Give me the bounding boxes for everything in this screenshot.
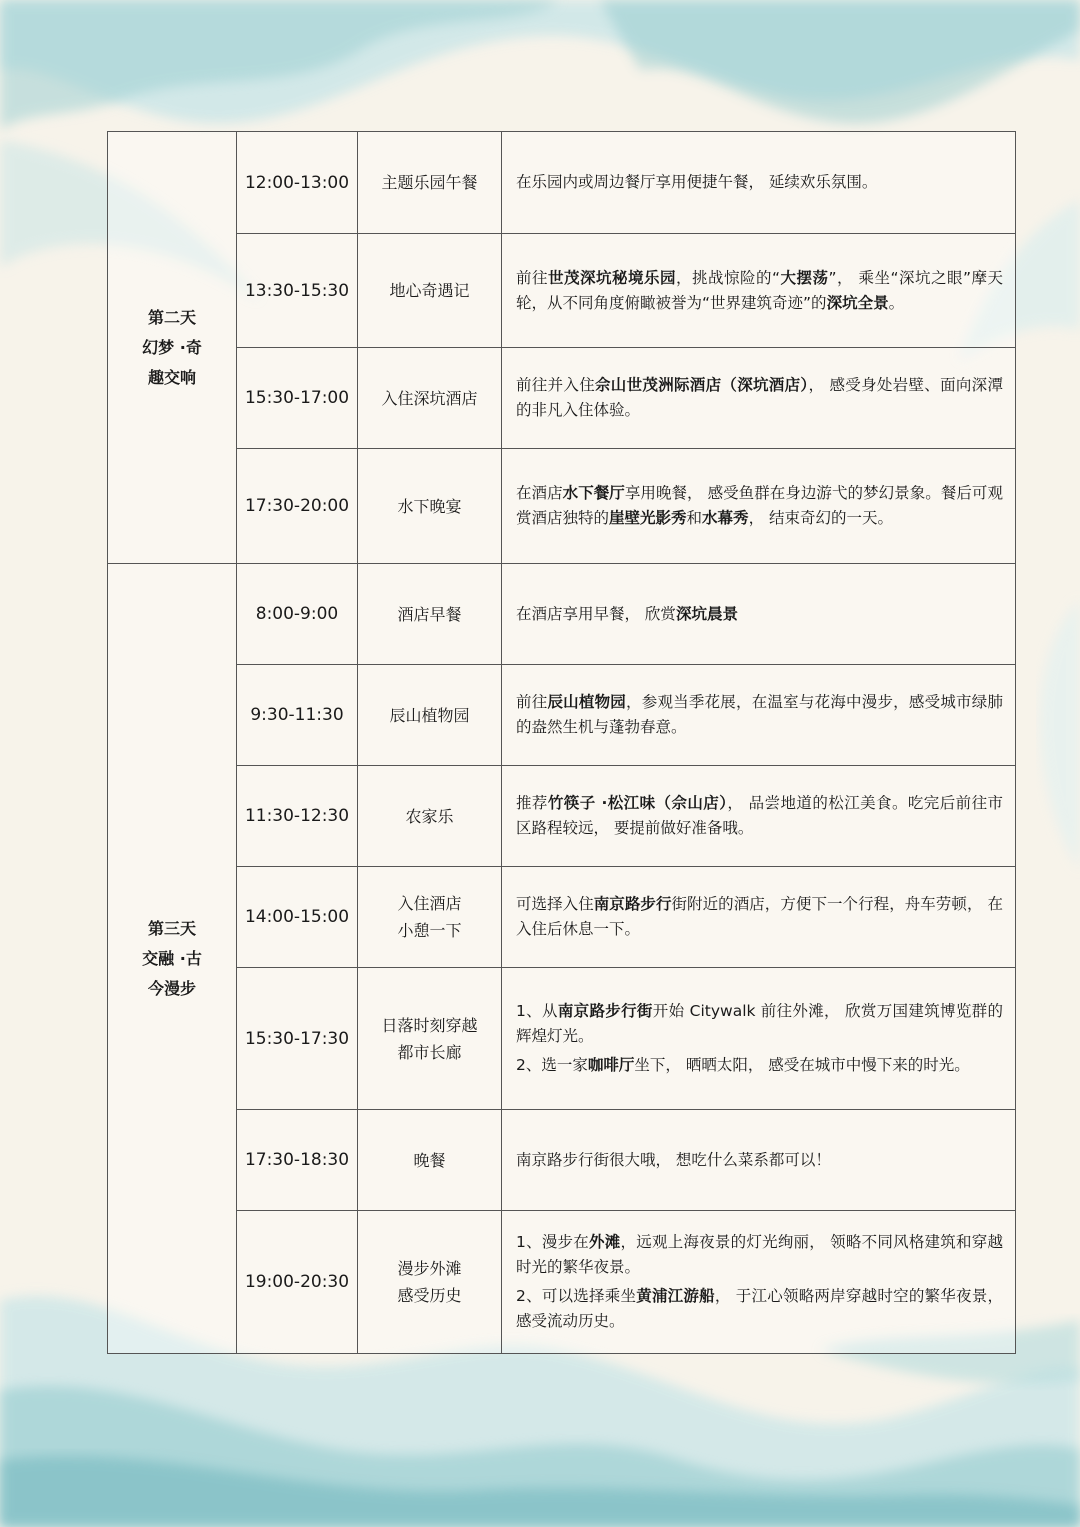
day-theme: 趣交响 [147,367,196,387]
description-text: 前往 [516,268,548,287]
itinerary-row [108,867,1016,968]
description-text: 开始 Citywalk 前往外滩， 欣赏万国建筑博览群的辉煌灯光。 [516,1002,1003,1045]
activity-title: 入住深坑酒店 [381,388,478,408]
description-text: 前往并入住 [516,376,595,394]
activity-cell [358,968,502,1110]
itinerary-table [107,131,1016,1354]
highlight-text: 水下餐厅 [562,484,625,502]
description-text: 推荐 [516,794,548,812]
activity-description [502,665,1016,766]
description-text: 在乐园内或周边餐厅享用便捷午餐， 延续欢乐氛围。 [516,173,878,191]
activity-title: 辰山植物园 [389,705,470,725]
description-text: 1、从 [516,1002,558,1020]
day-theme: 今漫步 [147,978,196,998]
highlight-text: 辰山植物园 [547,693,627,711]
activity-cell [358,766,502,867]
description-text: 2、可以选择乘坐 [516,1287,637,1305]
activity-title: 日落时刻穿越 [381,1015,478,1035]
highlight-text: 深坑晨景 [675,604,738,623]
itinerary-row [108,449,1016,564]
description-paragraph [516,999,1003,1049]
itinerary-row [108,968,1016,1110]
activity-title: 地心奇遇记 [389,281,470,300]
description-text: 在酒店 [516,484,563,502]
highlight-text: 黄浦江游船 [636,1287,715,1305]
day-number: 第三天 [147,918,196,938]
itinerary-row [108,1110,1016,1211]
highlight-text: 南京路步行街 [557,1002,653,1020]
description-text: ， 品尝地道的松江美食。吃完后前往市区路程较远， 要提前做好准备哦。 [516,794,1003,837]
time-slot: 19:00-20:30 [237,1211,358,1354]
description-paragraph [516,170,1003,195]
activity-title: 小憩一下 [397,921,462,940]
description-text: 。 [888,293,905,312]
activity-cell [358,665,502,766]
activity-title: 感受历史 [397,1286,462,1305]
description-paragraph [516,892,1003,942]
description-text: ， 于江心领略两岸穿越时空的繁华夜景， 感受流动历史。 [516,1287,1003,1330]
activity-description [502,1110,1016,1211]
activity-title: 漫步外滩 [397,1259,462,1278]
highlight-text: 水幕秀 [702,509,749,527]
itinerary-row [108,564,1016,665]
highlight-text: 崖壁光影秀 [609,509,687,527]
time-slot: 15:30-17:30 [237,968,358,1110]
highlight-text: 竹筷子 ·松江味（佘山店） [547,794,728,812]
time-slot: 17:30-20:00 [237,449,358,564]
activity-cell [358,1110,502,1211]
description-paragraph [516,373,1003,423]
activity-cell [358,867,502,968]
description-paragraph [516,1148,1003,1173]
description-paragraph [516,1053,1003,1078]
description-text: 享用晚餐， 感受鱼群在身边游弋的梦幻景象。餐后可观赏酒店独特的 [516,484,1003,527]
activity-cell [358,1211,502,1354]
description-paragraph [516,266,1003,316]
description-text: 和 [686,509,703,527]
description-paragraph [516,690,1003,740]
activity-description [502,348,1016,449]
activity-description [502,867,1016,968]
highlight-text: 世茂深坑秘境乐园 [548,268,676,287]
activity-description [502,968,1016,1110]
itinerary-row [108,766,1016,867]
description-text: ，远观上海夜景的灯光绚丽， 领略不同风格建筑和穿越时光的繁华夜景。 [516,1233,1003,1276]
activity-title: 入住酒店 [397,894,462,913]
description-text: 街附近的酒店，方便下一个行程，舟车劳顿， 在入住后休息一下。 [516,895,1003,938]
day-number: 第二天 [147,307,196,327]
activity-title: 晚餐 [413,1150,446,1170]
activity-description [502,1211,1016,1354]
activity-cell [358,348,502,449]
description-paragraph [516,1230,1003,1280]
highlight-text: 外滩 [589,1233,621,1251]
time-slot: 11:30-12:30 [237,766,358,867]
description-text: 坐下， 晒晒太阳， 感受在城市中慢下来的时光。 [634,1056,970,1074]
activity-description [502,449,1016,564]
activity-cell [358,132,502,234]
time-slot: 15:30-17:00 [237,348,358,449]
description-text: ”， 乘坐“深坑之眼”摩天轮，从不同角度俯瞰被誉为“世界建筑奇迹”的 [516,268,1003,312]
activity-description [502,234,1016,348]
time-slot: 12:00-13:00 [237,132,358,234]
highlight-text: 深坑全景 [826,293,889,312]
day-theme: 交融 ·古 [142,948,202,968]
description-text: 南京路步行街很大哦， 想吃什么菜系都可以！ [516,1150,831,1169]
highlight-text: 南京路步行 [593,895,672,913]
activity-title: 农家乐 [405,806,454,826]
time-slot: 14:00-15:00 [237,867,358,968]
description-paragraph [516,791,1003,841]
description-paragraph [516,1284,1003,1334]
day-label-cell [108,132,237,564]
description-text: 1、漫步在 [516,1233,590,1251]
activity-title: 主题乐园午餐 [381,173,478,192]
description-paragraph [516,602,1003,627]
activity-cell [358,234,502,348]
time-slot: 8:00-9:00 [237,564,358,665]
activity-title: 水下晚宴 [397,496,462,516]
itinerary-row [108,348,1016,449]
time-slot: 13:30-15:30 [237,234,358,348]
description-text: ， 感受身处岩壁、面向深潭的非凡入住体验。 [516,376,1003,419]
time-slot: 17:30-18:30 [237,1110,358,1211]
itinerary-row [108,1211,1016,1354]
description-text: 前往 [516,693,548,711]
itinerary-row [108,234,1016,348]
highlight-text: 佘山世茂洲际酒店（深坑酒店） [595,376,809,394]
description-text: 2、选一家 [516,1056,588,1074]
day-label-cell [108,564,237,1354]
day-theme: 幻梦 ·奇 [142,337,202,357]
description-text: ，参观当季花展，在温室与花海中漫步，感受城市绿肺的盎然生机与蓬勃春意。 [516,693,1003,736]
activity-cell [358,449,502,564]
highlight-text: 大摆荡 [780,268,829,287]
itinerary-row [108,132,1016,234]
time-slot: 9:30-11:30 [237,665,358,766]
description-paragraph [516,481,1003,531]
description-text: 在酒店享用早餐， 欣赏 [516,604,676,623]
activity-cell [358,564,502,665]
activity-description [502,564,1016,665]
description-text: ， 结束奇幻的一天。 [748,509,893,527]
activity-title: 都市长廊 [397,1042,462,1062]
activity-description [502,766,1016,867]
activity-title: 酒店早餐 [397,604,462,624]
activity-description [502,132,1016,234]
itinerary-row [108,665,1016,766]
highlight-text: 咖啡厅 [587,1056,635,1074]
description-text: 可选择入住 [516,895,594,913]
description-text: ，挑战惊险的“ [675,268,780,287]
